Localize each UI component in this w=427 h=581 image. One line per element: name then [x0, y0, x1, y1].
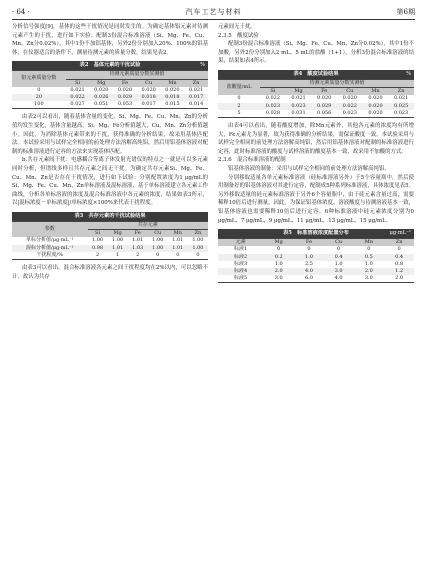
cell: 0.023	[260, 103, 286, 110]
cell: 3.0	[353, 275, 384, 283]
cell: 0	[277, 246, 281, 253]
table4-group-header: 待测元素质量分数实测值	[260, 79, 414, 87]
table-row	[12, 237, 208, 244]
cell: 0.8	[395, 260, 404, 267]
table3-row-header: 参数	[12, 221, 88, 237]
cell: 0.4	[324, 254, 354, 261]
row-key: 5	[218, 110, 260, 118]
column-header: Fe	[294, 239, 324, 247]
cell: 0.056	[311, 110, 337, 118]
cell: 0.023	[286, 103, 312, 110]
cell: 0.020	[342, 95, 357, 102]
cell: 1.0	[364, 260, 373, 267]
cell: 0.017	[184, 94, 208, 101]
section-heading: 2.3.6 混合标准溶液的配制	[218, 157, 286, 164]
column-header: Si	[260, 88, 286, 96]
cell: 4.0	[294, 268, 324, 275]
cell: 0.022	[265, 95, 281, 102]
table4	[218, 79, 414, 118]
table2-unit: %	[200, 62, 205, 69]
cell: 4.0	[324, 275, 354, 283]
cell: 0.053	[113, 101, 137, 109]
header-rule	[12, 19, 415, 20]
column-header: Mg	[89, 79, 113, 87]
table2	[12, 70, 208, 109]
cell: 0.023	[388, 110, 414, 118]
cell: 0.021	[188, 86, 204, 93]
row-key: 标液5	[218, 275, 263, 283]
cell: 0	[168, 252, 188, 260]
cell: 1.01	[172, 237, 184, 244]
table2-row-header: 铝元素质量分数	[12, 71, 66, 87]
cell: 0.014	[184, 101, 208, 109]
cell: 3.0	[263, 275, 294, 283]
row-key: 标液2	[218, 254, 263, 261]
column-header: Si	[66, 79, 90, 87]
paragraph: 配制3份混合标准溶液（Si、Mg、Fe、Cu、Mn、Zn分0.02%），其中1份不加酸，另外2份分别加入2 mL、5 mL的盐酸（1+1），分析3份混合标准溶液的结果，结果如表4所示。	[218, 41, 414, 65]
table-row	[12, 94, 208, 101]
table-row	[218, 261, 414, 268]
column-header: Cu	[324, 239, 354, 247]
table3	[12, 221, 208, 260]
cell: 0.2	[263, 254, 294, 261]
issue-number: 第6期	[396, 8, 415, 16]
table4-title	[218, 70, 414, 79]
column-header: Zn	[188, 230, 208, 238]
table2-group-header: 待测元素质量分数实测值	[66, 71, 208, 79]
row-key: 混标分析值/μg·mL⁻¹	[12, 245, 88, 252]
column-header: 元素	[218, 239, 263, 247]
table4-unit: %	[406, 70, 411, 77]
cell: 0.020	[141, 86, 156, 93]
cell: 0.028	[260, 110, 286, 118]
column-header: Si	[88, 230, 108, 238]
column-header: Mn	[353, 239, 384, 247]
section-heading: 2.3.5 酸度试验	[218, 32, 259, 39]
page-number: · 64 ·	[12, 8, 30, 16]
table4-caption: 表4 酸度试验结果	[293, 70, 339, 77]
journal-name: 汽车工艺与材料	[185, 8, 242, 16]
column-header: Mg	[263, 239, 294, 247]
table3-title	[12, 212, 208, 221]
table5-caption: 表5 标准溶液浓度配置分布	[283, 230, 349, 237]
cell: 3.0	[324, 268, 354, 275]
table5	[218, 238, 414, 283]
table-row	[218, 268, 414, 275]
cell: 0.015	[161, 101, 185, 109]
cell: 0	[397, 246, 401, 253]
cell: 0.021	[70, 86, 85, 93]
cell: 1.0	[274, 260, 283, 267]
cell: 2.5	[304, 260, 313, 267]
paragraph: 元素间无干扰。	[218, 24, 256, 30]
table-row	[218, 95, 414, 102]
cell: 2	[88, 252, 108, 260]
cell: 0.98	[88, 245, 108, 252]
paragraph: 分别移取适量各单元素标准溶液（硅标准溶液另外）于5个容量瓶中，然后使用制备好的铝基体溶液对其进行定容，配制成5种系列标准溶液，具体浓度见表5。另外移取适量的硅元素标准溶液于另外6个容量瓶中，由于硅元素含量过高，需要稀释10倍后进行测量，因此，为保证铝基体浓度、溶液酸度与待测溶液基本一致，铝基体溶液也需要稀释10倍后进行定容。6种标准溶液中硅元素浓度分别为0 μg/mL，7 μg/mL，9 μg/mL，11 μg/mL，13 μg/mL，15 μg/mL。	[218, 174, 414, 224]
row-key: 干扰程度/%	[12, 252, 88, 260]
column-header: Zn	[388, 88, 414, 96]
table-row	[12, 252, 208, 260]
cell: 0.5	[353, 254, 384, 261]
cell: 0.029	[113, 94, 137, 101]
paragraph: 由表3可以看出，混合标准溶液各元素之间干扰程度均在2%以内，可以忽略不计，故认为共存	[12, 264, 208, 280]
cell: 1.00	[148, 245, 168, 252]
cell: 0.021	[393, 95, 409, 102]
row-key: 标液1	[234, 246, 248, 253]
table2-caption: 表2 基体元素的干扰试验	[79, 62, 141, 69]
cell: 0.051	[89, 101, 113, 109]
cell: 0.021	[291, 95, 306, 102]
cell: 0.031	[286, 110, 312, 118]
cell: 0.020	[368, 95, 383, 102]
cell: 0.020	[317, 95, 332, 102]
cell: 1.01	[108, 245, 128, 252]
cell: 0.017	[137, 101, 161, 109]
column-header: Zn	[184, 79, 208, 87]
cell: 0.020	[363, 110, 389, 118]
cell: 0	[367, 246, 371, 253]
table3-caption: 表3 共存元素的干扰试验结果	[74, 212, 146, 219]
cell: 1.00	[192, 237, 204, 244]
row-key: 标液4	[218, 268, 263, 275]
column-header: Fe	[113, 79, 137, 87]
table3-group-header: 共存元素	[88, 221, 208, 229]
table-row	[218, 110, 414, 118]
cell: 0.026	[89, 94, 113, 101]
column-header: Mn	[363, 88, 389, 96]
column-header: Cu	[137, 79, 161, 87]
row-key: 0	[237, 95, 241, 102]
table-row	[218, 254, 414, 261]
cell: 2.0	[263, 268, 294, 275]
column-header: Cu	[337, 88, 363, 96]
table2-title	[12, 61, 208, 70]
table4-row-header: 盐酸量/mL	[218, 79, 260, 95]
column-header: Fe	[128, 230, 148, 238]
cell: 1.01	[168, 245, 188, 252]
paragraph: 由表2可以看出，随着基体含量的变化，Si、Mg、Fe、Cu、Mn、Zn的分析值均发生变化，基体含量越高，Si、Mg、Fe分析值越大，Cu、Mn、Zn分析值越小。因此，为消除基体元素带来的干扰，获得准确的分析结果，故采用基体匹配法。本试验采用与试样完全相同的前处理方法溶解高纯铝，然后用铝基体溶液对配制的标准溶液进行定容的方法来实现基体匹配。	[12, 114, 208, 155]
cell: 1	[108, 252, 128, 260]
cell: 0.018	[161, 94, 185, 101]
cell: 0	[336, 246, 341, 253]
row-key: 100	[12, 101, 66, 109]
cell: 0.023	[337, 110, 363, 118]
column-header: Mg	[108, 230, 128, 238]
cell: 1.2	[384, 268, 414, 275]
cell: 0.022	[66, 94, 90, 101]
cell: 0.025	[388, 103, 414, 110]
cell: 0.4	[384, 254, 414, 261]
cell: 0.029	[311, 103, 337, 110]
row-key: 20	[12, 94, 66, 101]
cell: 6.0	[294, 275, 324, 283]
cell: 1.00	[152, 237, 164, 244]
cell: 1.00	[112, 237, 124, 244]
cell: 0.020	[117, 86, 133, 93]
cell: 0.027	[66, 101, 90, 109]
table5-unit: μg·mL⁻¹	[389, 230, 411, 237]
column-header: Mn	[161, 79, 185, 87]
column-header: Mn	[168, 230, 188, 238]
right-column	[218, 23, 414, 283]
cell: 1.0	[334, 260, 343, 267]
column-header: Mg	[286, 88, 312, 96]
column-header: Zn	[384, 239, 414, 247]
table-row	[218, 275, 414, 283]
table-row	[12, 87, 208, 94]
column-header: Cu	[148, 230, 168, 238]
cell: 0.022	[337, 103, 363, 110]
paragraph: 铝基体溶液的制备：采用与试样完全相同的前处理方法溶解高纯铝。	[228, 165, 390, 172]
cell: 0.020	[363, 103, 389, 110]
cell: 1.0	[294, 254, 324, 261]
cell: 0	[188, 252, 208, 260]
row-key: 单标分析值/μg·mL⁻¹	[26, 237, 74, 244]
cell: 0.020	[165, 86, 180, 93]
cell: 0	[307, 246, 311, 253]
row-key: 标液3	[234, 260, 248, 267]
cell: 0	[148, 252, 168, 260]
paragraph: 分析信号强度[9]，基体的这些干扰情况是同时发生的。为确定基体铝元素对待测元素产生的干扰，进行如下实验：配制3份混合标准溶液（Si、Mg、Fe、Cu、Mn、Zn分0.02%），其中1份不加铝基体，另外2份分别加入20%、100%的铝基体，在仪器适合的条件下，测量待测元素的质量分数，结果见表2。	[12, 24, 208, 56]
cell: 0.020	[94, 86, 109, 93]
cell: 1.01	[132, 237, 144, 244]
cell: 1.00	[91, 237, 104, 244]
cell: 2.0	[384, 275, 414, 283]
cell: 2.0	[353, 268, 384, 275]
paragraph: b.共存元素间干扰：电感耦合等离子体发射光谱仪的特点之一就是可以多元素同时分析，但谱线多样且共存元素之间无干扰。为确定共存元素Si、Mg、Fe、Cu、Mn、Zn是否存在干扰情况，进行如下试验：分别配置浓度为1 μg/mL的Si、Mg、Fe、Cu、Mn、Zn单标溶液及混标溶液，基于单标溶液建立各元素工作曲线，分析各单标溶液的浓度及混合标准溶液中各元素的浓度，结果如表3所示，以|混标浓度－单标浓度|/单标浓度×100%来代表干扰程度。	[12, 157, 208, 207]
cell: 0.018	[137, 94, 161, 101]
paragraph: 由表4可以看出，随着酸度增加，除Mn元素外，其他各元素的浓度均有所增大，Fe元素尤为显著，故为获得准确的分析结果，需保证酸度一致。本试验采用与试样完全相同的前处理方法溶解高纯铝，然后用铝基体溶液对配制的标准溶液进行定容，此时标准溶液的酸度与试样溶液的酸度基本一致，故采用不加酸的方式。	[218, 122, 414, 155]
table-row	[12, 101, 208, 109]
row-key: 0	[37, 86, 41, 93]
row-key: 2	[218, 103, 260, 110]
left-column	[12, 23, 208, 281]
cell: 1.00	[188, 245, 208, 252]
cell: 1.03	[128, 245, 148, 252]
table-row	[218, 246, 414, 253]
table-row	[12, 245, 208, 252]
table-row	[218, 103, 414, 110]
column-header: Fe	[311, 88, 337, 96]
table5-title	[218, 229, 414, 238]
page-header	[12, 6, 415, 18]
cell: 2	[128, 252, 148, 260]
